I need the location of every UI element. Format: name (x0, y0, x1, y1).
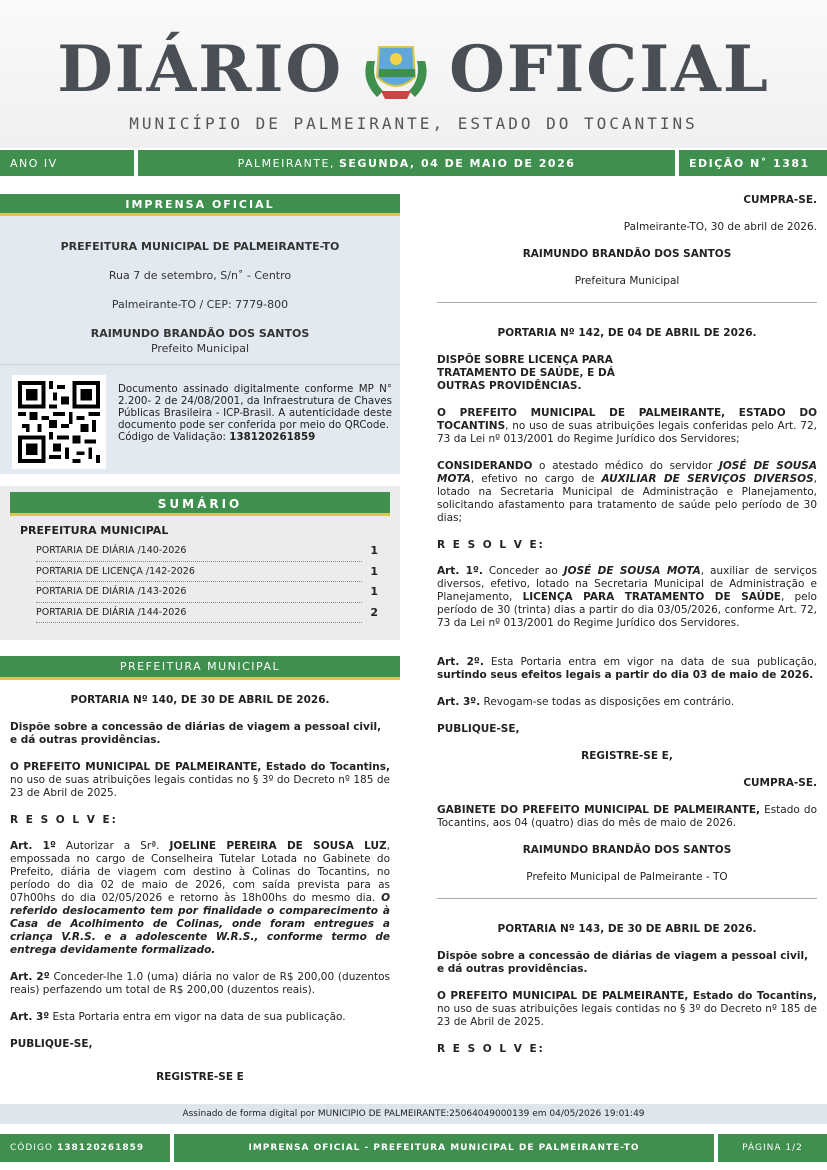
p140-registre: REGISTRE-SE E (156, 1071, 244, 1083)
banner-year: ANO IV (0, 150, 134, 176)
p142-art2 (437, 656, 817, 682)
p140-art2 (10, 971, 390, 997)
p142-cons-cargo: AUXILIAR DE SERVIÇOS DIVERSOS (601, 473, 814, 485)
p142-gabinete (437, 804, 817, 830)
municipal-crest-icon (357, 31, 435, 109)
footer (0, 1134, 827, 1162)
rt-role: Prefeitura Municipal (574, 275, 680, 287)
sumario-item-label: PORTARIA DE DIÁRIA /144-2026 (36, 606, 187, 618)
p142-art1-label: Art. 1º. (437, 565, 483, 577)
p142-art1 (437, 565, 817, 630)
sumario-item[interactable] (36, 603, 378, 624)
p140-publique: PUBLIQUE-SE, (10, 1038, 93, 1050)
p143-title: PORTARIA Nº 143, DE 30 DE ABRIL DE 2026. (497, 923, 757, 935)
p140-art1-label: Art. 1º (10, 840, 56, 852)
masthead (0, 0, 827, 148)
banner-edition: EDIÇÃO N˚ 1381 (679, 150, 827, 176)
footer-code (0, 1134, 170, 1162)
masthead-word-right: OFICIAL (449, 32, 770, 107)
masthead-title (0, 30, 827, 110)
p142-registre: REGISTRE-SE E, (581, 750, 673, 762)
p142-cumpra: CUMPRA-SE. (743, 777, 817, 789)
p142-cons-b: , efetivo no cargo de (470, 473, 602, 485)
p140-ementa: Dispõe sobre a concessão de diárias de viagem a pessoal civil, e dá outras providências. (10, 721, 382, 746)
qr-area (0, 364, 400, 474)
footer-code-label: CÓDIGO (10, 1143, 54, 1153)
portaria-142 (437, 327, 817, 899)
banner-city: PALMEIRANTE, (237, 156, 335, 170)
p142-art3-text: Revogam-se todas as disposições em contrário. (480, 696, 735, 708)
qr-notice (118, 383, 392, 443)
p142-resolve: R E S O L V E: (437, 539, 545, 551)
p140-preamble (10, 761, 390, 800)
validation-code: 138120261859 (229, 431, 316, 443)
rt-cumpra: CUMPRA-SE. (743, 194, 817, 206)
divider (437, 898, 817, 899)
p140-art1-bold: O referido deslocamento tem por finalidade o comparecimento à Casa de Acolhimento de Colinas, onde foram entregues a criança V.R.S. e a adolescente W.R.S., conforme termo de entrega devidamente formalizado. (10, 892, 390, 956)
sumario-item-page: 1 (370, 564, 378, 578)
p140-art1-a: Autorizar a Srª. (55, 840, 170, 852)
p142-art1-bold: LICENÇA PARA TRATAMENTO DE SAÚDE (522, 591, 781, 603)
p140-title: PORTARIA Nº 140, DE 30 DE ABRIL DE 2026. (70, 694, 330, 706)
p142-cons-label: CONSIDERANDO (437, 460, 533, 472)
p142-art3-label: Art. 3º. (437, 696, 481, 708)
footer-title: IMPRENSA OFICIAL - PREFEITURA MUNICIPAL DE PALMEIRANTE-TO (174, 1134, 714, 1162)
sumario-item[interactable] (36, 562, 378, 583)
p140-art3-label: Art. 3º (10, 1011, 50, 1023)
qr-code-icon (18, 381, 100, 463)
divider (437, 302, 817, 303)
p142-art2-a: Esta Portaria entra em vigor na data de sua publicação, (483, 656, 817, 668)
sumario-item-label: PORTARIA DE LICENÇA /142-2026 (36, 565, 195, 577)
section-bar: PREFEITURA MUNICIPAL (0, 656, 400, 680)
p142-pref-rest: , no uso de suas atribuições legais conferidas pelo Art. 72, 73 da Lei nº 013/2001 do Regime Jurídico dos Servidores; (437, 420, 817, 445)
p140-art2-label: Art. 2º (10, 971, 50, 983)
p140-pref-rest: no uso de suas atribuições legais contidas no § 3º do Decreto nº 185 de 23 de Abril de 2025. (10, 774, 390, 799)
p140-art2-text: Conceder-lhe 1.0 (uma) diária no valor de R$ 200,00 (duzentos reais) perfazendo um total de R$ 200,00 (duzentos reais). (10, 971, 390, 996)
p143-ementa: Dispõe sobre a concessão de diárias de viagem a pessoal civil, e dá outras providências. (437, 950, 809, 975)
rt-place-date: Palmeirante-TO, 30 de abril de 2026. (623, 221, 817, 233)
sumario-heading: PREFEITURA MUNICIPAL (20, 524, 169, 537)
p140-art3 (10, 1011, 390, 1024)
p142-art2-label: Art. 2º. (437, 656, 484, 668)
portaria-143 (437, 923, 817, 1055)
rt-mayor: RAIMUNDO BRANDÃO DOS SANTOS (522, 248, 732, 260)
p143-pref-bold: O PREFEITO MUNICIPAL DE PALMEIRANTE, Estado do Tocantins, (437, 990, 817, 1002)
p142-ementa-l1: DISPÕE SOBRE LICENÇA PARA (437, 354, 613, 366)
p143-pref-rest: no uso de suas atribuições legais contidas no § 3º do Decreto nº 185 de 23 de Abril de 2025. (437, 1003, 817, 1028)
p143-resolve: R E S O L V E: (437, 1043, 545, 1055)
qr-notice-text: Documento assinado digitalmente conforme MP N° 2.200- 2 de 24/08/2001, da Infraestrutura de Chaves Públicas Brasileira - ICP-Brasil. A autenticidade deste documento pode ser conferida por meio do QRCode. (118, 383, 392, 431)
imprensa-mayor: RAIMUNDO BRANDÃO DOS SANTOS (90, 327, 310, 340)
p142-considerando (437, 460, 817, 525)
sumario-box (0, 486, 400, 640)
sumario-item[interactable] (36, 582, 378, 603)
p142-pref-bold: O PREFEITO MUNICIPAL DE PALMEIRANTE, ESTADO DO TOCANTINS (437, 407, 817, 432)
masthead-subtitle: MUNICÍPIO DE PALMEIRANTE, ESTADO DO TOCANTINS (129, 114, 698, 133)
p142-ementa-l2: TRATAMENTO DE SAÚDE, E DÁ (437, 367, 615, 379)
imprensa-address: Rua 7 de setembro, S/n˚ - Centro (108, 269, 292, 282)
p140-art1 (10, 840, 390, 957)
imprensa-bar: IMPRENSA OFICIAL (0, 194, 400, 216)
digital-signature-bar: Assinado de forma digital por MUNICIPIO DE PALMEIRANTE:25064049000139 em 04/05/2026 19:01:49 (0, 1104, 827, 1124)
p142-title: PORTARIA Nº 142, DE 04 DE ABRIL DE 2026. (497, 327, 757, 339)
p142-cons-c: , lotado na Secretaria Municipal de Administração e Planejamento, solicitando afastamento para tratamento de saúde pelo período de 30 dias; (437, 473, 818, 524)
p142-role: Prefeito Municipal de Palmeirante - TO (526, 871, 728, 883)
sumario-item-label: PORTARIA DE DIÁRIA /140-2026 (36, 545, 187, 557)
p142-ementa-l3: OUTRAS PROVIDÊNCIAS. (437, 380, 582, 392)
p143-preamble (437, 990, 817, 1029)
edition-banner (0, 150, 827, 176)
sumario-item-page: 1 (370, 544, 378, 558)
footer-page: PÁGINA 1/2 (718, 1134, 827, 1162)
p142-art1-name: JOSÉ DE SOUSA MOTA (563, 565, 701, 577)
p142-ementa (437, 354, 817, 393)
p142-gab-bold: GABINETE DO PREFEITO MUNICIPAL DE PALMEIRANTE, (437, 804, 760, 816)
sumario-item-page: 2 (370, 605, 378, 619)
p140-art1-b: , empossada no cargo de Conselheira Tutelar Lotada no Gabinete do Prefeito, diária de viagem com destino à Colinas do Tocantins, no período do dia 02 de maio de 2026, com saída prevista para as 07h00hs do dia 02/05/2026 e retorno às 18h00hs do mesmo dia. (10, 840, 390, 904)
p142-preamble (437, 407, 817, 446)
sumario-bar: SUMÁRIO (10, 492, 390, 516)
imprensa-city-cep: Palmeirante-TO / CEP: 7779-800 (111, 298, 289, 311)
p140-pref-bold: O PREFEITO MUNICIPAL DE PALMEIRANTE, Estado do Tocantins, (10, 761, 390, 773)
sumario-item[interactable] (36, 541, 378, 562)
p142-art2-bold: surtindo seus efeitos legais a partir do dia 03 de maio de 2026. (437, 669, 814, 681)
p142-art1-a: Conceder ao (482, 565, 564, 577)
p142-art1-c: , pelo período de 30 (trinta) dias a partir do dia 03/05/2026, conforme Art. 72, 73 da Lei nº 013/2001 do Regime Jurídico dos Servidores. (437, 591, 817, 629)
imprensa-org: PREFEITURA MUNICIPAL DE PALMEIRANTE-TO (60, 240, 340, 253)
banner-date (138, 150, 675, 176)
portaria-140 (0, 694, 400, 1084)
p142-cons-a: o atestado médico do servidor (532, 460, 719, 472)
p140-art1-name: JOELINE PEREIRA DE SOUSA LUZ (169, 840, 387, 852)
sumario-item-page: 1 (370, 585, 378, 599)
p142-mayor: RAIMUNDO BRANDÃO DOS SANTOS (522, 844, 732, 856)
right-column (437, 194, 817, 1055)
left-column (0, 194, 400, 1084)
p142-art1-b: , auxiliar de serviços diversos, efetivo, lotado na Secretaria Municipal de Administração e Planejamento, (437, 565, 817, 603)
p142-publique: PUBLIQUE-SE, (437, 723, 520, 735)
imprensa-box (0, 194, 400, 474)
validation-label: Código de Validação: (118, 431, 227, 443)
imprensa-mayor-role: Prefeito Municipal (150, 342, 250, 355)
p142-art3 (437, 696, 817, 709)
qr-code[interactable] (12, 375, 106, 469)
masthead-word-left: DIÁRIO (57, 32, 344, 107)
p140-art3-text: Esta Portaria entra em vigor na data de sua publicação. (49, 1011, 346, 1023)
banner-date-value: SEGUNDA, 04 DE MAIO DE 2026 (338, 156, 576, 170)
sumario-item-label: PORTARIA DE DIÁRIA /143-2026 (36, 586, 187, 598)
p142-gab-rest: Estado do Tocantins, aos 04 (quatro) dias do mês de maio de 2026. (437, 804, 817, 829)
footer-code-value: 138120261859 (57, 1143, 145, 1153)
p140-resolve: R E S O L V E: (10, 814, 118, 826)
p142-cons-name: JOSÉ DE SOUSA MOTA (437, 460, 817, 485)
